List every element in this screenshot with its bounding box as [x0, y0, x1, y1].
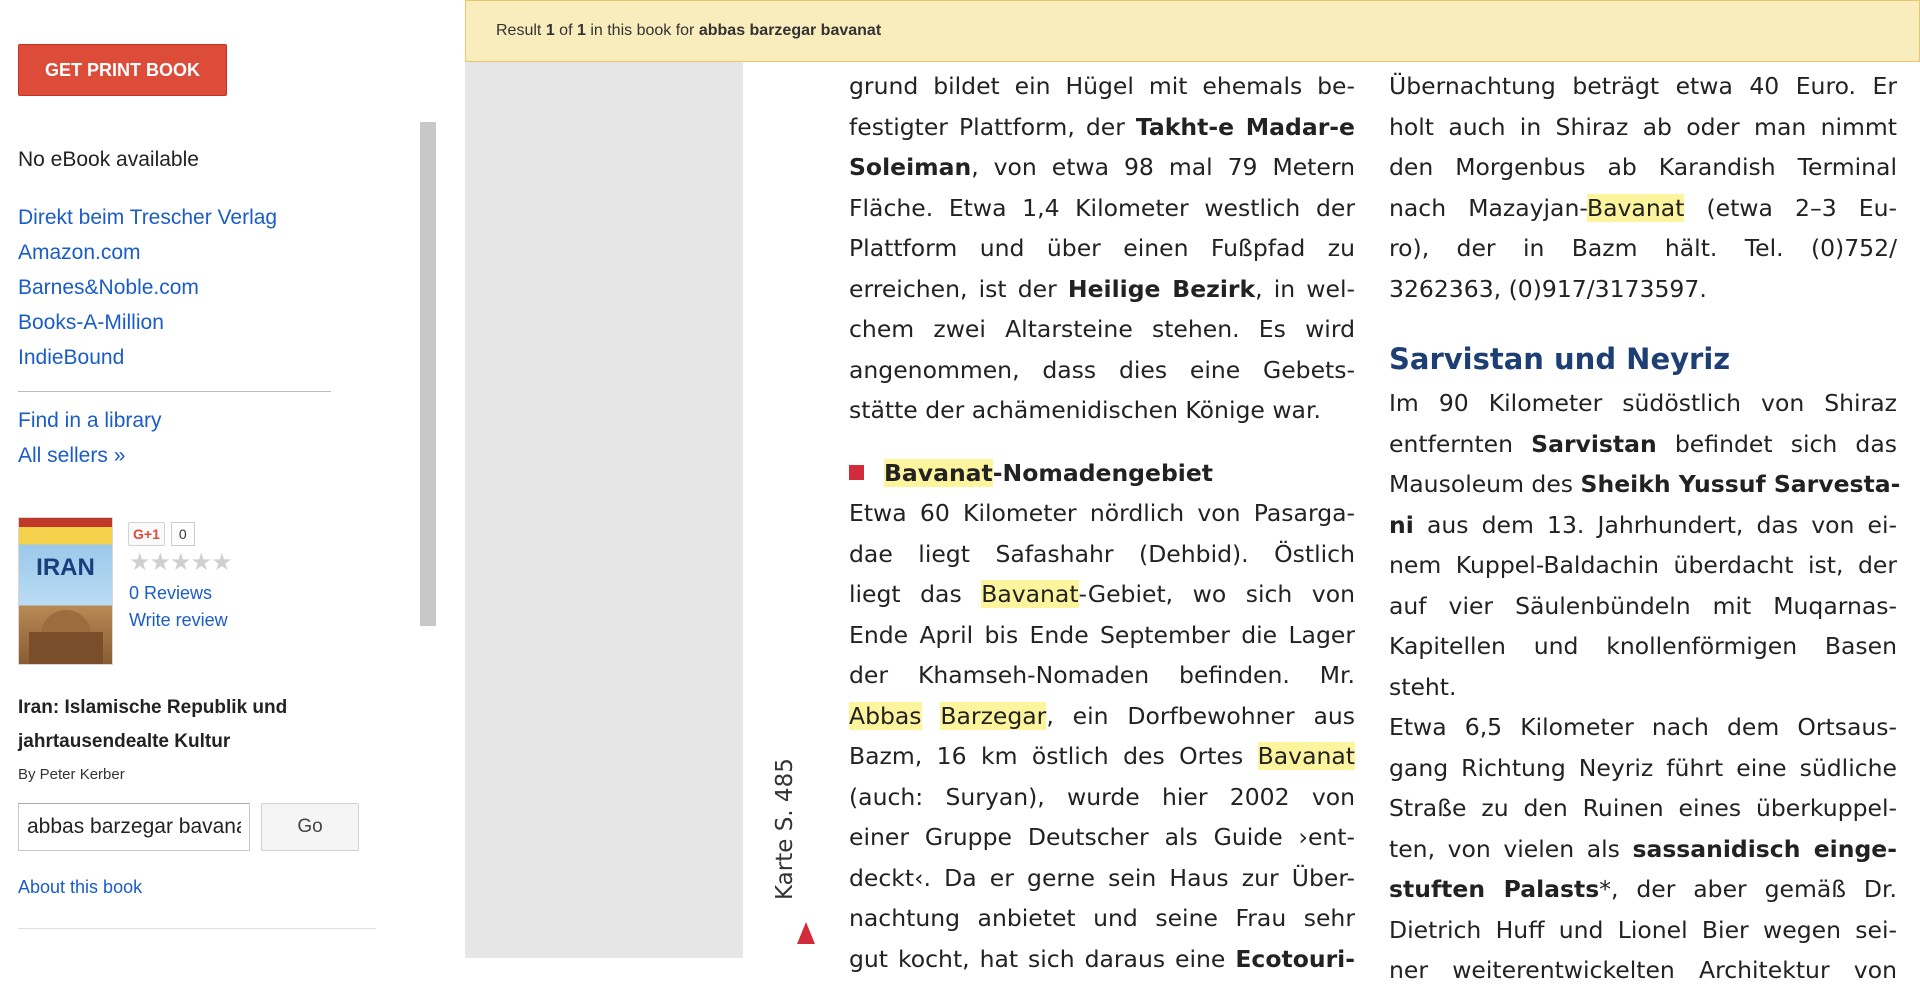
text-line: (auch: Suryan), wurde hier 2002 von: [849, 782, 1355, 811]
text-line: gut kocht, hat sich daraus eine Ecotouri-: [849, 944, 1355, 973]
paragraph-gap: [849, 431, 1355, 453]
text-line: auf vier Säulenbündeln mit Muqarnas-: [1389, 591, 1897, 620]
search-result-bar: [465, 0, 1920, 62]
all-sellers-link[interactable]: All sellers »: [18, 444, 126, 467]
map-reference-note: Karte S. 485: [772, 758, 798, 900]
text-line: Ende April bis Ende September die Lager: [849, 620, 1355, 649]
text-line: 3262363, (0)917/3173597.: [1389, 274, 1707, 303]
no-ebook-label: No eBook available: [18, 148, 199, 171]
sidebar: [0, 0, 380, 958]
text-line: Mausoleum des Sheikh Yussuf Sarvesta-: [1389, 470, 1901, 498]
text-line: liegt das Bavanat-Gebiet, wo sich von: [849, 580, 1355, 608]
text-line: dae liegt Safashahr (Dehbid). Östlich: [849, 539, 1355, 568]
text-line: Bazm, 16 km östlich des Ortes Bavanat: [849, 742, 1355, 770]
page-right-column: [1389, 66, 1901, 991]
gplus-one-button[interactable]: G+1: [128, 522, 165, 546]
gplus-widget: [128, 522, 195, 546]
text-line: Kapitellen und knollenförmigen Basen: [1389, 632, 1897, 660]
red-square-marker-icon: [849, 465, 864, 480]
seller-link-books-a-million[interactable]: Books-A-Million: [18, 311, 164, 334]
text-line: erreichen, ist der Heilige Bezirk, in wel-: [849, 274, 1355, 303]
text-line: den Morgenbus ab Karandish Terminal: [1389, 153, 1897, 181]
page-left-column: [849, 66, 1355, 979]
text-line: Abbas Barzegar, ein Dorfbewohner aus: [849, 701, 1355, 730]
get-print-book-button[interactable]: GET PRINT BOOK: [18, 44, 227, 96]
text-line: nach Mazayjan-Bavanat (etwa 2–3 Eu-: [1389, 193, 1897, 222]
text-line: festigter Plattform, der Takht-e Madar-e: [849, 112, 1355, 141]
search-in-book-input[interactable]: [18, 803, 250, 851]
text-line: stätte der achämenidischen Könige war.: [849, 396, 1321, 424]
search-highlight: Bavanat: [1257, 742, 1355, 770]
viewer-scrollbar[interactable]: [420, 122, 436, 626]
text-line: gang Richtung Neyriz führt eine südliche: [1389, 753, 1897, 782]
text-line: grund bildet ein Hügel mit ehemals be-: [849, 72, 1355, 100]
reviews-link[interactable]: 0 Reviews: [129, 583, 213, 603]
text-line: Dietrich Huff und Lionel Bier wegen sei-: [1389, 915, 1897, 944]
result-of: of: [559, 22, 573, 39]
text-line: der Khamseh-Nomaden befinden. Mr.: [849, 661, 1355, 689]
text-line: Fläche. Etwa 1,4 Kilometer westlich der: [849, 193, 1355, 222]
search-go-button[interactable]: Go: [261, 803, 359, 851]
text-line: steht.: [1389, 672, 1457, 701]
cover-band: [19, 518, 112, 527]
text-line: einer Gruppe Deutscher als Guide ›ent-: [849, 823, 1355, 851]
text-line: Straße zu den Ruinen eines überkuppel-: [1389, 794, 1897, 822]
book-author: By Peter Kerber: [18, 766, 125, 783]
rating-stars: ★★★★★: [129, 549, 232, 576]
sidebar-divider: [18, 391, 331, 392]
seller-link-trescher[interactable]: Direkt beim Trescher Verlag: [18, 206, 278, 229]
text-line: holt auch in Shiraz ab oder man nimmt: [1389, 112, 1897, 141]
text-line: stuften Palasts*, der aber gemäß Dr.: [1389, 875, 1897, 903]
sidebar-divider-bottom: [18, 928, 376, 929]
text-line: Übernachtung beträgt etwa 40 Euro. Er: [1389, 72, 1897, 100]
search-highlight: Barzegar: [940, 701, 1047, 730]
cover-title: IRAN: [36, 554, 95, 581]
result-current: 1: [545, 22, 555, 39]
text-line: nem Kuppel-Baldachin überdacht ist, der: [1389, 551, 1897, 579]
red-triangle-icon: [797, 922, 815, 944]
seller-link-indiebound[interactable]: IndieBound: [18, 346, 125, 369]
text-line: ro), der in Bazm hält. Tel. (0)752/: [1389, 234, 1897, 262]
text-line: Soleiman, von etwa 98 mal 79 Metern: [849, 153, 1355, 181]
text-line: nachtung anbietet und seine Frau sehr: [849, 904, 1355, 932]
text-line: Plattform und über einen Fußpfad zu: [849, 234, 1355, 262]
gplus-count: 0: [171, 522, 195, 546]
find-in-library-link[interactable]: Find in a library: [18, 409, 162, 432]
about-this-book-link[interactable]: About this book: [18, 877, 143, 897]
book-cover-image[interactable]: [18, 517, 113, 665]
seller-link-barnes-noble[interactable]: Barnes&Noble.com: [18, 276, 199, 299]
text-line: entfernten Sarvistan befindet sich das: [1389, 429, 1897, 458]
search-highlight: Abbas: [849, 701, 922, 730]
result-query: abbas barzegar bavanat: [698, 22, 882, 39]
text-line: chem zwei Altarsteine stehen. Es wird: [849, 315, 1355, 343]
text-line: Im 90 Kilometer südöstlich von Shiraz: [1389, 389, 1897, 417]
search-highlight: Bavanat: [981, 580, 1079, 608]
result-total: 1: [576, 22, 586, 39]
text-line: deckt‹. Da er gerne sein Haus zur Über-: [849, 863, 1355, 892]
text-line: Etwa 60 Kilometer nördlich von Pasarga-: [849, 499, 1355, 527]
cover-mosque-base: [29, 632, 103, 665]
subheading-bavanat: Bavanat-Nomadengebiet: [849, 453, 1355, 494]
result-in-text: in this book for: [590, 22, 695, 39]
text-line: ner weiterentwickelten Architektur von: [1389, 956, 1897, 984]
search-highlight: Bavanat: [1587, 193, 1685, 222]
result-prefix: Result: [496, 22, 542, 39]
text-line: ten, von vielen als sassanidisch einge-: [1389, 834, 1897, 863]
section-heading: Sarvistan und Neyriz: [1389, 342, 1731, 376]
paragraph-gap: [1389, 309, 1897, 335]
seller-link-amazon[interactable]: Amazon.com: [18, 241, 141, 264]
text-line: angenommen, dass dies eine Gebets-: [849, 355, 1355, 384]
text-line: ni aus dem 13. Jahrhundert, das von ei-: [1389, 510, 1897, 539]
write-review-link[interactable]: Write review: [129, 610, 228, 630]
book-title: Iran: Islamische Republik und jahrtausendealte Kultur: [18, 697, 288, 752]
text-line: Etwa 6,5 Kilometer nach dem Ortsaus-: [1389, 713, 1897, 741]
